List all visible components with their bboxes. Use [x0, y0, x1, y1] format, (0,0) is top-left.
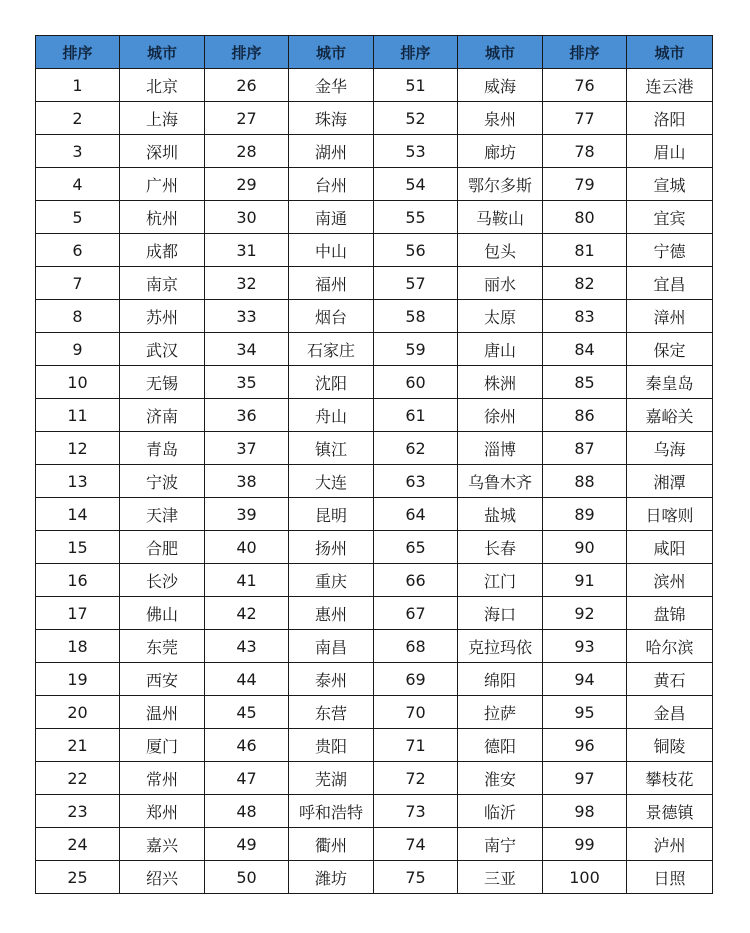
city-cell: 泉州	[458, 102, 543, 135]
city-cell: 泰州	[289, 663, 374, 696]
rank-cell: 88	[543, 465, 627, 498]
table-row	[36, 432, 713, 465]
city-cell: 贵阳	[289, 729, 374, 762]
rank-cell: 31	[205, 234, 289, 267]
city-cell: 长春	[458, 531, 543, 564]
rank-cell: 36	[205, 399, 289, 432]
rank-cell: 70	[374, 696, 458, 729]
rank-cell: 75	[374, 861, 458, 894]
rank-cell: 94	[543, 663, 627, 696]
rank-cell: 85	[543, 366, 627, 399]
rank-cell: 23	[36, 795, 120, 828]
rank-cell: 10	[36, 366, 120, 399]
city-cell: 宁波	[120, 465, 205, 498]
city-cell: 烟台	[289, 300, 374, 333]
city-cell: 青岛	[120, 432, 205, 465]
table-row	[36, 267, 713, 300]
rank-cell: 76	[543, 69, 627, 102]
city-cell: 广州	[120, 168, 205, 201]
rank-cell: 98	[543, 795, 627, 828]
city-cell: 乌海	[627, 432, 713, 465]
table-row	[36, 630, 713, 663]
header-city: 城市	[120, 36, 205, 69]
table-row	[36, 366, 713, 399]
city-cell: 淄博	[458, 432, 543, 465]
city-cell: 舟山	[289, 399, 374, 432]
city-cell: 衢州	[289, 828, 374, 861]
rank-cell: 53	[374, 135, 458, 168]
header-rank: 排序	[374, 36, 458, 69]
city-cell: 大连	[289, 465, 374, 498]
city-cell: 嘉峪关	[627, 399, 713, 432]
table-header-row	[36, 36, 713, 69]
rank-cell: 69	[374, 663, 458, 696]
rank-cell: 93	[543, 630, 627, 663]
rank-cell: 29	[205, 168, 289, 201]
city-cell: 扬州	[289, 531, 374, 564]
city-cell: 温州	[120, 696, 205, 729]
city-cell: 石家庄	[289, 333, 374, 366]
rank-cell: 79	[543, 168, 627, 201]
city-cell: 嘉兴	[120, 828, 205, 861]
rank-cell: 47	[205, 762, 289, 795]
city-cell: 重庆	[289, 564, 374, 597]
city-cell: 厦门	[120, 729, 205, 762]
header-rank: 排序	[543, 36, 627, 69]
city-cell: 长沙	[120, 564, 205, 597]
rank-cell: 72	[374, 762, 458, 795]
city-cell: 合肥	[120, 531, 205, 564]
rank-cell: 95	[543, 696, 627, 729]
header-rank: 排序	[205, 36, 289, 69]
rank-cell: 13	[36, 465, 120, 498]
rank-cell: 54	[374, 168, 458, 201]
city-cell: 中山	[289, 234, 374, 267]
rank-cell: 60	[374, 366, 458, 399]
rank-cell: 57	[374, 267, 458, 300]
city-cell: 金昌	[627, 696, 713, 729]
table-row	[36, 201, 713, 234]
city-cell: 威海	[458, 69, 543, 102]
rank-cell: 40	[205, 531, 289, 564]
rank-cell: 34	[205, 333, 289, 366]
rank-cell: 90	[543, 531, 627, 564]
rank-cell: 77	[543, 102, 627, 135]
rank-cell: 100	[543, 861, 627, 894]
table-row	[36, 168, 713, 201]
city-cell: 宜宾	[627, 201, 713, 234]
city-cell: 淮安	[458, 762, 543, 795]
rank-cell: 4	[36, 168, 120, 201]
table-row	[36, 795, 713, 828]
rank-cell: 1	[36, 69, 120, 102]
rank-cell: 64	[374, 498, 458, 531]
rank-cell: 74	[374, 828, 458, 861]
rank-cell: 6	[36, 234, 120, 267]
city-cell: 漳州	[627, 300, 713, 333]
table-row	[36, 828, 713, 861]
city-cell: 克拉玛依	[458, 630, 543, 663]
city-cell: 济南	[120, 399, 205, 432]
city-cell: 台州	[289, 168, 374, 201]
rank-cell: 84	[543, 333, 627, 366]
city-cell: 呼和浩特	[289, 795, 374, 828]
rank-cell: 61	[374, 399, 458, 432]
rank-cell: 59	[374, 333, 458, 366]
city-cell: 北京	[120, 69, 205, 102]
table-row	[36, 333, 713, 366]
city-cell: 成都	[120, 234, 205, 267]
rank-cell: 28	[205, 135, 289, 168]
city-cell: 杭州	[120, 201, 205, 234]
rank-cell: 68	[374, 630, 458, 663]
rank-cell: 96	[543, 729, 627, 762]
city-cell: 黄石	[627, 663, 713, 696]
city-cell: 郑州	[120, 795, 205, 828]
rank-cell: 11	[36, 399, 120, 432]
city-cell: 攀枝花	[627, 762, 713, 795]
city-cell: 日喀则	[627, 498, 713, 531]
table-body	[36, 69, 713, 894]
rank-cell: 26	[205, 69, 289, 102]
city-cell: 洛阳	[627, 102, 713, 135]
rank-cell: 78	[543, 135, 627, 168]
city-cell: 东莞	[120, 630, 205, 663]
rank-cell: 89	[543, 498, 627, 531]
city-cell: 滨州	[627, 564, 713, 597]
rank-cell: 66	[374, 564, 458, 597]
city-cell: 上海	[120, 102, 205, 135]
table-row	[36, 399, 713, 432]
header-city: 城市	[458, 36, 543, 69]
rank-cell: 65	[374, 531, 458, 564]
rank-cell: 27	[205, 102, 289, 135]
city-cell: 日照	[627, 861, 713, 894]
rank-cell: 58	[374, 300, 458, 333]
table-row	[36, 300, 713, 333]
rank-cell: 55	[374, 201, 458, 234]
city-cell: 潍坊	[289, 861, 374, 894]
city-cell: 佛山	[120, 597, 205, 630]
city-cell: 哈尔滨	[627, 630, 713, 663]
rank-cell: 33	[205, 300, 289, 333]
rank-cell: 81	[543, 234, 627, 267]
city-cell: 昆明	[289, 498, 374, 531]
city-cell: 保定	[627, 333, 713, 366]
rank-cell: 5	[36, 201, 120, 234]
rank-cell: 99	[543, 828, 627, 861]
rank-cell: 2	[36, 102, 120, 135]
city-cell: 铜陵	[627, 729, 713, 762]
rank-cell: 7	[36, 267, 120, 300]
rank-cell: 35	[205, 366, 289, 399]
city-cell: 徐州	[458, 399, 543, 432]
city-cell: 太原	[458, 300, 543, 333]
table-row	[36, 729, 713, 762]
rank-cell: 3	[36, 135, 120, 168]
city-cell: 三亚	[458, 861, 543, 894]
city-cell: 株洲	[458, 366, 543, 399]
city-cell: 景德镇	[627, 795, 713, 828]
rank-cell: 67	[374, 597, 458, 630]
table-row	[36, 597, 713, 630]
rank-cell: 21	[36, 729, 120, 762]
rank-cell: 50	[205, 861, 289, 894]
table-row	[36, 102, 713, 135]
rank-cell: 16	[36, 564, 120, 597]
city-cell: 苏州	[120, 300, 205, 333]
city-cell: 湘潭	[627, 465, 713, 498]
city-cell: 盐城	[458, 498, 543, 531]
rank-cell: 38	[205, 465, 289, 498]
rank-cell: 8	[36, 300, 120, 333]
city-cell: 镇江	[289, 432, 374, 465]
city-cell: 临沂	[458, 795, 543, 828]
table-row	[36, 465, 713, 498]
city-cell: 东营	[289, 696, 374, 729]
city-cell: 咸阳	[627, 531, 713, 564]
table-row	[36, 498, 713, 531]
rank-cell: 86	[543, 399, 627, 432]
table-row	[36, 564, 713, 597]
rank-cell: 12	[36, 432, 120, 465]
rank-cell: 18	[36, 630, 120, 663]
rank-cell: 83	[543, 300, 627, 333]
city-cell: 绍兴	[120, 861, 205, 894]
city-cell: 拉萨	[458, 696, 543, 729]
city-cell: 天津	[120, 498, 205, 531]
city-cell: 宣城	[627, 168, 713, 201]
rank-cell: 87	[543, 432, 627, 465]
rank-cell: 56	[374, 234, 458, 267]
city-cell: 湖州	[289, 135, 374, 168]
rank-cell: 48	[205, 795, 289, 828]
city-cell: 常州	[120, 762, 205, 795]
city-cell: 武汉	[120, 333, 205, 366]
city-cell: 盘锦	[627, 597, 713, 630]
rank-cell: 20	[36, 696, 120, 729]
rank-cell: 73	[374, 795, 458, 828]
table-row	[36, 762, 713, 795]
city-cell: 乌鲁木齐	[458, 465, 543, 498]
rank-cell: 43	[205, 630, 289, 663]
table-row	[36, 69, 713, 102]
rank-cell: 45	[205, 696, 289, 729]
city-cell: 南通	[289, 201, 374, 234]
city-cell: 深圳	[120, 135, 205, 168]
city-cell: 宁德	[627, 234, 713, 267]
rank-cell: 82	[543, 267, 627, 300]
city-cell: 德阳	[458, 729, 543, 762]
table-row	[36, 135, 713, 168]
city-cell: 秦皇岛	[627, 366, 713, 399]
rank-cell: 80	[543, 201, 627, 234]
rank-cell: 97	[543, 762, 627, 795]
city-cell: 南宁	[458, 828, 543, 861]
rank-cell: 32	[205, 267, 289, 300]
table-row	[36, 663, 713, 696]
header-city: 城市	[289, 36, 374, 69]
rank-cell: 91	[543, 564, 627, 597]
city-cell: 丽水	[458, 267, 543, 300]
rank-cell: 25	[36, 861, 120, 894]
rank-cell: 49	[205, 828, 289, 861]
rank-cell: 39	[205, 498, 289, 531]
table-row	[36, 696, 713, 729]
header-city: 城市	[627, 36, 713, 69]
rank-cell: 19	[36, 663, 120, 696]
rank-cell: 30	[205, 201, 289, 234]
city-cell: 廊坊	[458, 135, 543, 168]
city-ranking-table	[35, 35, 713, 894]
table-row	[36, 234, 713, 267]
city-cell: 沈阳	[289, 366, 374, 399]
rank-cell: 62	[374, 432, 458, 465]
city-cell: 无锡	[120, 366, 205, 399]
rank-cell: 37	[205, 432, 289, 465]
rank-cell: 41	[205, 564, 289, 597]
city-cell: 金华	[289, 69, 374, 102]
rank-cell: 17	[36, 597, 120, 630]
table-row	[36, 861, 713, 894]
city-cell: 绵阳	[458, 663, 543, 696]
rank-cell: 24	[36, 828, 120, 861]
rank-cell: 9	[36, 333, 120, 366]
city-cell: 福州	[289, 267, 374, 300]
city-cell: 宜昌	[627, 267, 713, 300]
rank-cell: 14	[36, 498, 120, 531]
rank-cell: 42	[205, 597, 289, 630]
rank-cell: 15	[36, 531, 120, 564]
city-cell: 惠州	[289, 597, 374, 630]
rank-cell: 92	[543, 597, 627, 630]
city-cell: 江门	[458, 564, 543, 597]
city-cell: 珠海	[289, 102, 374, 135]
header-rank: 排序	[36, 36, 120, 69]
city-cell: 西安	[120, 663, 205, 696]
city-cell: 唐山	[458, 333, 543, 366]
rank-cell: 51	[374, 69, 458, 102]
city-cell: 连云港	[627, 69, 713, 102]
rank-cell: 22	[36, 762, 120, 795]
rank-cell: 71	[374, 729, 458, 762]
rank-cell: 46	[205, 729, 289, 762]
city-cell: 鄂尔多斯	[458, 168, 543, 201]
table-row	[36, 531, 713, 564]
rank-cell: 52	[374, 102, 458, 135]
city-cell: 南京	[120, 267, 205, 300]
city-cell: 包头	[458, 234, 543, 267]
city-cell: 海口	[458, 597, 543, 630]
city-cell: 眉山	[627, 135, 713, 168]
city-cell: 南昌	[289, 630, 374, 663]
city-cell: 马鞍山	[458, 201, 543, 234]
rank-cell: 63	[374, 465, 458, 498]
city-cell: 芜湖	[289, 762, 374, 795]
city-cell: 泸州	[627, 828, 713, 861]
rank-cell: 44	[205, 663, 289, 696]
